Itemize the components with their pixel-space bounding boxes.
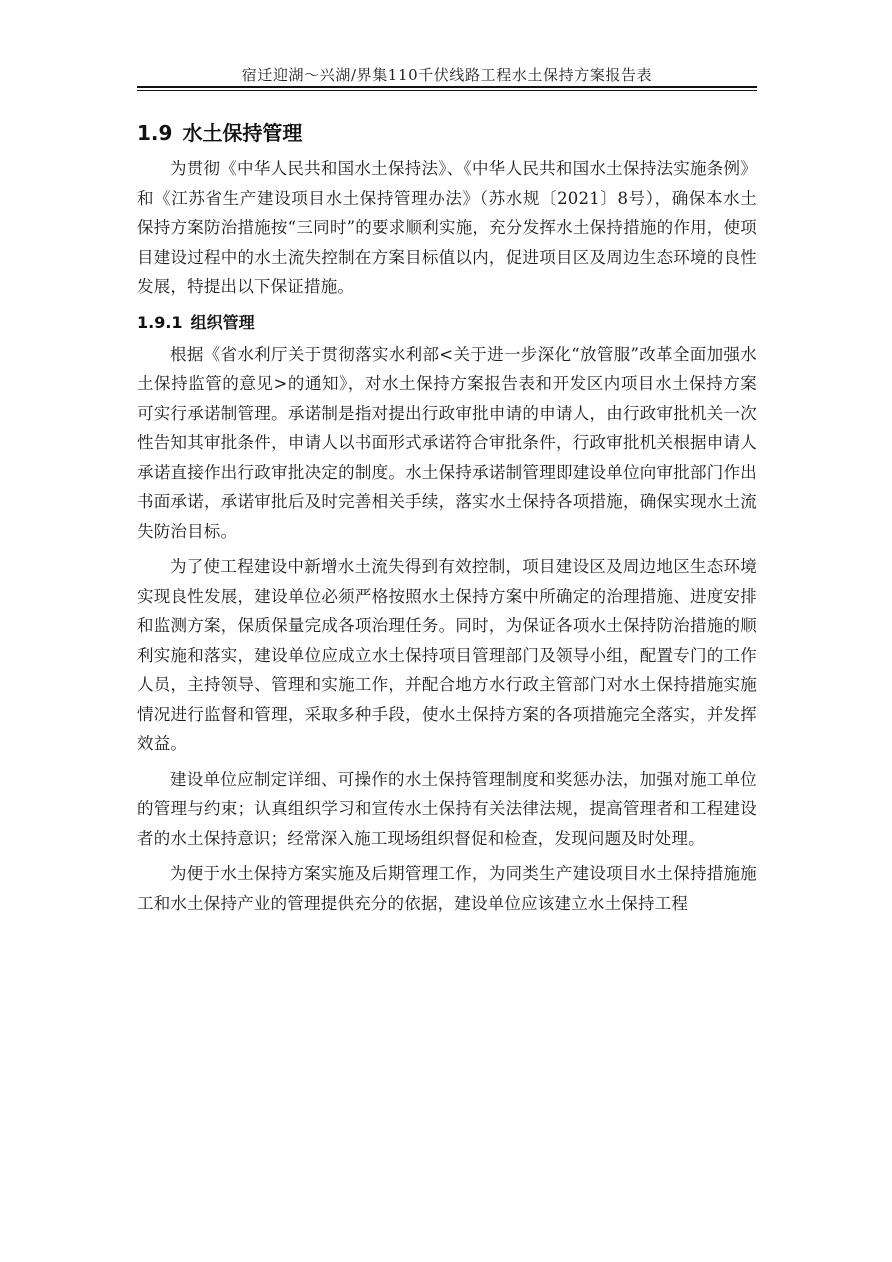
paragraph-records: 为便于水土保持方案实施及后期管理工作，为同类生产建设项目水土保持措施施工和水土保持产业的管理提供充分的依据，建设单位应该建立水土保持工程	[137, 864, 757, 913]
running-header: 宿迁迎湖～兴湖/界集110千伏线路工程水土保持方案报告表	[241, 66, 653, 84]
paragraph-construction-control: 为了使工程建设中新增水土流失得到有效控制，项目建设区及周边地区生态环境实现良性发展，建设单位必须严格按照水土保持方案中所确定的治理措施、进度安排和监测方案，保质保量完成各项治理任务。同时，为保证各项水土保持防治措施的顺利实施和落实，建设单位应成立水土保持项目管理部门及领导小组，配置专门的工作人员，主持领导、管理和实施工作，并配合地方水行政主管部门对水土保持措施实施情况进行监督和管理，采取多种手段，使水土保持方案的各项措施完全落实，并发挥效益。	[137, 557, 757, 753]
subsection-heading	[137, 306, 757, 340]
paragraph-approval-commitment: 根据《省水利厅关于贯彻落实水利部<关于进一步深化“放管服”改革全面加强水土保持监管的意见>的通知》，对水土保持方案报告表和开发区内项目水土保持方案可实行承诺制管理。承诺制是指对提出行政审批申请的申请人，由行政审批机关一次性告知其审批条件，申请人以书面形式承诺符合审批条件，行政审批机关根据申请人承诺直接作出行政审批决定的制度。水土保持承诺制管理即建设单位向审批部门作出书面承诺，承诺审批后及时完善相关手续，落实水土保持各项措施，确保实现水土流失防治目标。	[137, 344, 757, 541]
document-body	[137, 116, 757, 918]
section-heading	[137, 116, 757, 150]
paragraph-management-system: 建设单位应制定详细、可操作的水土保持管理制度和奖惩办法，加强对施工单位的管理与约束；认真组织学习和宣传水土保持有关法律法规，提高管理者和工程建设者的水土保持意识；经常深入施工现场组织督促和检查，发现问题及时处理。	[137, 769, 757, 848]
header-rule-thin	[137, 90, 757, 91]
section-title: 水土保持管理	[182, 121, 303, 145]
subsection-title: 组织管理	[190, 312, 255, 332]
header-rule-thick	[137, 86, 757, 88]
subsection-number: 1.9.1	[137, 312, 183, 332]
section-number: 1.9	[137, 121, 173, 145]
intro-paragraph: 为贯彻《中华人民共和国水土保持法》、《中华人民共和国水土保持法实施条例》和《江苏省生产建设项目水土保持管理办法》（苏水规〔2021〕8号），确保本水土保持方案防治措施按“三同时”的要求顺利实施，充分发挥水土保持措施的作用，使项目建设过程中的水土流失控制在方案目标值以内，促进项目区及周边生态环境的良性发展，特提出以下保证措施。	[137, 159, 757, 296]
